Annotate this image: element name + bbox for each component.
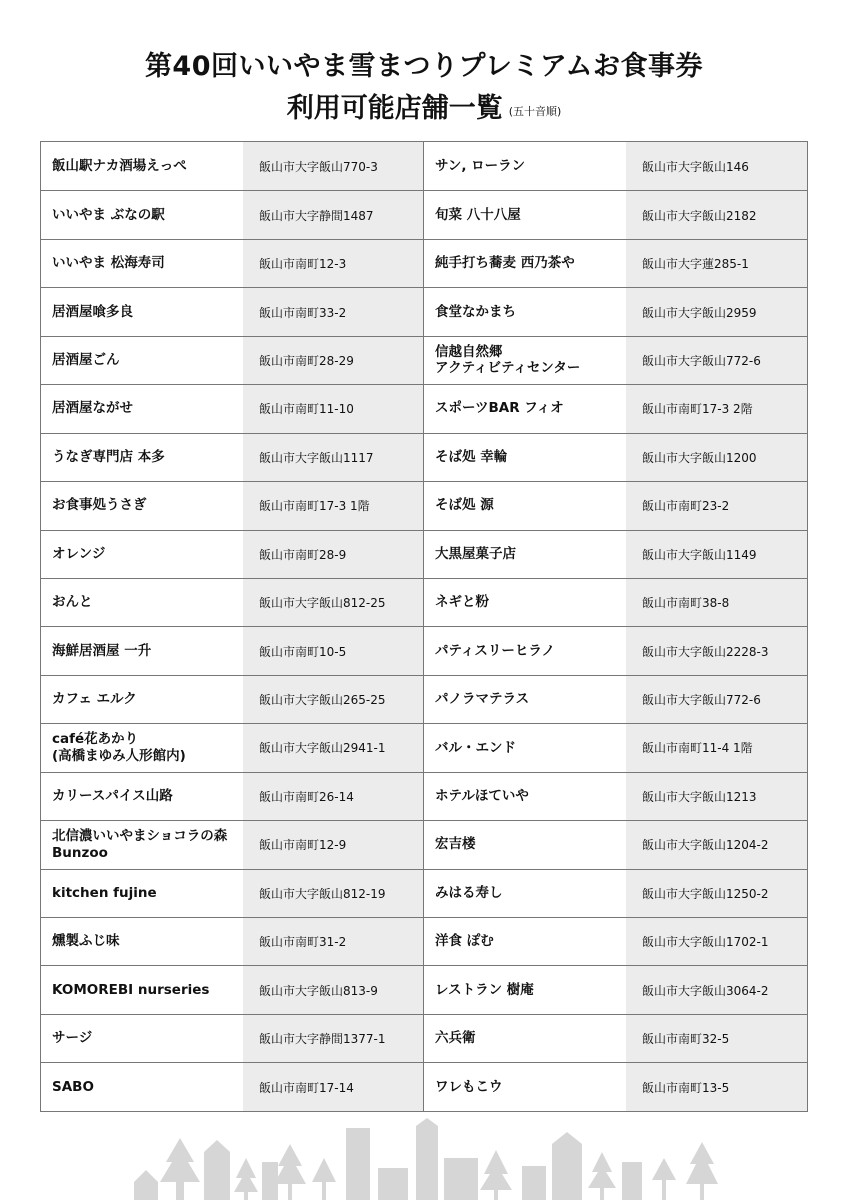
store-name-cell — [424, 966, 626, 1013]
table-row — [41, 965, 807, 1013]
store-name: サージ — [52, 1030, 93, 1047]
table-row — [41, 869, 807, 917]
store-name-cell — [41, 579, 243, 626]
tree-icon — [234, 1158, 258, 1192]
store-name-cell — [41, 240, 243, 287]
page-title: 第40回いいやま雪まつりプレミアムお食事券 — [144, 51, 704, 82]
store-name-cell — [424, 627, 626, 674]
store-name-cell — [424, 773, 626, 820]
house-icon — [522, 1166, 546, 1200]
tree-icon — [686, 1142, 718, 1184]
store-name-cell — [41, 1063, 243, 1110]
store-name-cell — [424, 531, 626, 578]
table-row — [41, 142, 807, 190]
store-name-cell — [41, 724, 243, 771]
store-name-cell — [424, 482, 626, 529]
table-row — [41, 287, 807, 335]
store-address: 飯山市南町38-8 — [626, 579, 807, 626]
house-icon — [204, 1152, 230, 1200]
table-row — [41, 190, 807, 238]
store-name-cell — [41, 627, 243, 674]
store-name-cell — [424, 288, 626, 335]
table-row — [41, 336, 807, 384]
store-address: 飯山市大字飯山2228-3 — [626, 627, 807, 674]
store-name: 居酒屋ごん — [52, 352, 120, 369]
table-row — [41, 530, 807, 578]
store-address: 飯山市大字飯山1250-2 — [626, 870, 807, 917]
table-row — [41, 675, 807, 723]
table-row — [41, 578, 807, 626]
store-address: 飯山市南町12-9 — [243, 821, 424, 868]
store-name-cell — [424, 724, 626, 771]
store-name-cell — [41, 1015, 243, 1062]
store-name: みはる寿し — [435, 884, 503, 901]
tree-icon — [160, 1138, 200, 1200]
store-name-cell — [41, 870, 243, 917]
store-name-cell — [41, 966, 243, 1013]
store-name: カフェ エルク — [52, 691, 137, 708]
store-address: 飯山市大字静間1377-1 — [243, 1015, 424, 1062]
store-address: 飯山市大字飯山812-25 — [243, 579, 424, 626]
table-row — [41, 433, 807, 481]
store-name-cell — [424, 142, 626, 190]
store-name: オレンジ — [52, 545, 106, 562]
store-name: KOMOREBI nurseries — [52, 981, 210, 998]
store-name-cell — [424, 434, 626, 481]
store-name: いいやま 松海寿司 — [52, 255, 165, 272]
store-name-cell — [424, 676, 626, 723]
store-name-line2: Bunzoo — [52, 844, 108, 861]
tree-icon — [652, 1158, 676, 1180]
store-name-cell — [424, 821, 626, 868]
building-icon — [416, 1126, 438, 1200]
store-name: 純手打ち蕎麦 西乃茶や — [435, 255, 575, 272]
store-name-cell — [424, 1015, 626, 1062]
store-address: 飯山市南町28-9 — [243, 531, 424, 578]
store-address: 飯山市南町11-10 — [243, 385, 424, 432]
store-name: そば処 源 — [435, 497, 494, 514]
house-icon — [378, 1168, 408, 1200]
store-name: 宏吉楼 — [435, 836, 476, 853]
store-address: 飯山市南町17-3 1階 — [243, 482, 424, 529]
store-address: 飯山市大字飯山2941-1 — [243, 724, 424, 771]
store-name-cell — [424, 385, 626, 432]
store-name: ワレもこウ — [435, 1078, 503, 1095]
store-name: パティスリーヒラノ — [435, 642, 556, 659]
sort-note: (五十音順) — [508, 105, 562, 118]
store-name-line2: (高橋まゆみ人形館内) — [52, 747, 186, 764]
store-name: バル・エンド — [435, 739, 516, 756]
store-address: 飯山市南町10-5 — [243, 627, 424, 674]
store-name: 旬菜 八十八屋 — [435, 206, 521, 223]
store-name-cell — [41, 434, 243, 481]
tree-icon — [312, 1158, 336, 1182]
store-name: お食事処うさぎ — [52, 497, 147, 514]
store-name-cell — [41, 531, 243, 578]
store-address: 飯山市南町13-5 — [626, 1063, 807, 1110]
store-address: 飯山市南町32-5 — [626, 1015, 807, 1062]
town-silhouette-illustration — [0, 1118, 848, 1200]
store-address: 飯山市大字飯山146 — [626, 142, 807, 190]
store-name-line2: アクティビティセンター — [435, 360, 581, 377]
store-address: 飯山市大字飯山772-6 — [626, 337, 807, 384]
store-table — [40, 141, 808, 1112]
store-address: 飯山市南町33-2 — [243, 288, 424, 335]
store-name-cell — [424, 240, 626, 287]
house-icon — [622, 1162, 642, 1200]
store-address: 飯山市南町17-3 2階 — [626, 385, 807, 432]
store-address: 飯山市大字飯山3064-2 — [626, 966, 807, 1013]
store-name-cell — [41, 191, 243, 238]
store-address: 飯山市南町12-3 — [243, 240, 424, 287]
store-address: 飯山市大字蓮285-1 — [626, 240, 807, 287]
store-address: 飯山市南町28-29 — [243, 337, 424, 384]
store-name: スポーツBAR フィオ — [435, 400, 564, 417]
table-row — [41, 772, 807, 820]
store-address: 飯山市大字飯山1213 — [626, 773, 807, 820]
store-name-cell — [424, 579, 626, 626]
store-name: おんと — [52, 594, 93, 611]
store-name-cell — [41, 288, 243, 335]
store-name: SABO — [52, 1078, 94, 1095]
store-name-cell — [424, 1063, 626, 1110]
store-name: 信越自然郷 — [435, 343, 503, 360]
store-name: サン, ローラン — [435, 157, 526, 174]
store-name: 北信濃いいやまショコラの森 — [52, 827, 228, 844]
store-name-cell — [424, 870, 626, 917]
house-icon — [262, 1162, 278, 1200]
store-name: そば処 幸輪 — [435, 448, 508, 465]
store-name: 居酒屋ながせ — [52, 400, 133, 417]
store-name-cell — [41, 482, 243, 529]
store-name: 燻製ふじ味 — [52, 933, 120, 950]
store-name-cell — [424, 191, 626, 238]
store-name: café花あかり — [52, 731, 139, 748]
store-address: 飯山市大字飯山770-3 — [243, 142, 424, 190]
store-name: 洋食 ぽむ — [435, 933, 494, 950]
store-name: 食堂なかまち — [435, 303, 516, 320]
store-name: カリースパイス山路 — [52, 787, 173, 804]
store-address: 飯山市大字飯山2959 — [626, 288, 807, 335]
store-name: パノラマテラス — [435, 691, 530, 708]
table-row — [41, 384, 807, 432]
store-address: 飯山市大字飯山1200 — [626, 434, 807, 481]
store-name: 六兵衛 — [435, 1030, 476, 1047]
tree-icon — [480, 1150, 512, 1190]
store-name-cell — [424, 918, 626, 965]
tree-icon — [274, 1144, 306, 1184]
store-address: 飯山市大字飯山1117 — [243, 434, 424, 481]
store-name: 飯山駅ナカ酒場えっぺ — [52, 157, 187, 174]
house-icon — [444, 1158, 478, 1200]
store-name: 大黒屋菓子店 — [435, 545, 516, 562]
store-name: 居酒屋喰多良 — [52, 303, 133, 320]
store-name-cell — [41, 142, 243, 190]
store-address: 飯山市南町26-14 — [243, 773, 424, 820]
table-row — [41, 1062, 807, 1110]
store-address: 飯山市大字飯山1204-2 — [626, 821, 807, 868]
store-name-cell — [41, 676, 243, 723]
store-name: いいやま ぶなの駅 — [52, 206, 165, 223]
table-row — [41, 481, 807, 529]
store-address: 飯山市南町17-14 — [243, 1063, 424, 1110]
store-name: kitchen fujine — [52, 884, 157, 901]
table-row — [41, 626, 807, 674]
store-address: 飯山市大字飯山772-6 — [626, 676, 807, 723]
table-row — [41, 723, 807, 771]
store-address: 飯山市南町11-4 1階 — [626, 724, 807, 771]
store-address: 飯山市大字飯山2182 — [626, 191, 807, 238]
store-name-cell — [41, 385, 243, 432]
store-name: うなぎ専門店 本多 — [52, 448, 165, 465]
store-name-cell — [41, 918, 243, 965]
subtitle-text: 利用可能店舗一覧 — [286, 93, 503, 124]
store-address: 飯山市大字飯山1702-1 — [626, 918, 807, 965]
store-name: 海鮮居酒屋 一升 — [52, 642, 152, 659]
store-address: 飯山市大字飯山812-19 — [243, 870, 424, 917]
tree-icon — [588, 1152, 616, 1188]
store-name: ホテルほていや — [435, 787, 529, 804]
table-row — [41, 1014, 807, 1062]
store-name-cell — [41, 337, 243, 384]
store-name-cell — [41, 773, 243, 820]
store-address: 飯山市大字飯山1149 — [626, 531, 807, 578]
store-name: レストラン 樹庵 — [435, 981, 534, 998]
building-icon — [552, 1144, 582, 1200]
table-row — [41, 820, 807, 868]
store-address: 飯山市大字飯山265-25 — [243, 676, 424, 723]
table-row — [41, 239, 807, 287]
house-icon — [134, 1170, 158, 1200]
store-name-cell — [41, 821, 243, 868]
store-address: 飯山市南町23-2 — [626, 482, 807, 529]
page-subtitle — [0, 86, 848, 125]
store-name: ネギと粉 — [435, 594, 489, 611]
store-name-cell — [424, 337, 626, 384]
store-address: 飯山市大字静間1487 — [243, 191, 424, 238]
building-icon — [346, 1128, 370, 1200]
table-row — [41, 917, 807, 965]
store-address: 飯山市南町31-2 — [243, 918, 424, 965]
store-address: 飯山市大字飯山813-9 — [243, 966, 424, 1013]
